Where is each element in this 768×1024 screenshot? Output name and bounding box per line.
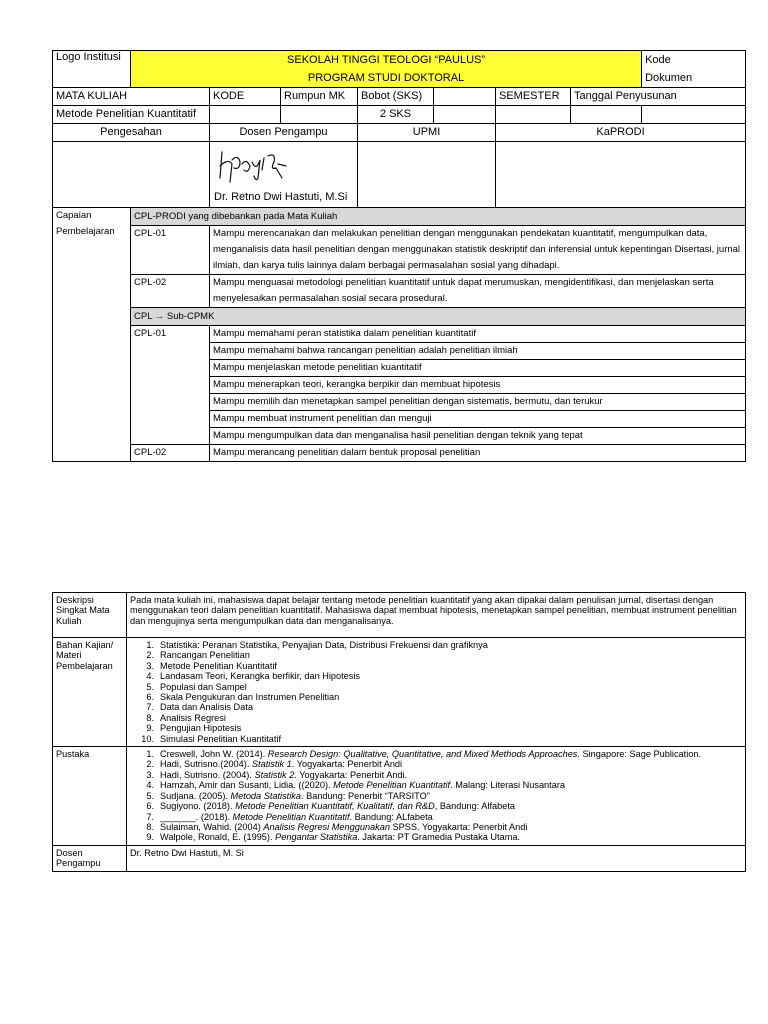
citation-title: Pengantar Statistika bbox=[275, 832, 358, 843]
citation-text: . Yogyakarta: Penerbit Andi bbox=[291, 759, 403, 770]
signature-image bbox=[216, 148, 296, 184]
rumpun-value bbox=[281, 106, 358, 124]
citation-text: Hamzah, Amir dan Susanti, Lidia. ((2020). bbox=[160, 780, 334, 791]
deskripsi-text: Pada mata kuliah ini, mahasiswa dapat belajar tentang metode penelitian kuantitatif yang akan dipakai dalam penulisan jurnal, disertasi dengan menggunakan teori dalam penelitian kuantitatif. Mahasiswa dapat membuat hipotesis, menetapkan sampel penelitian, membuat instrument penelitian dan mengujinya serta mengumpulkan data dan menganalisanya. bbox=[127, 593, 746, 638]
sub-cpmk-item: Mampu menerapkan teori, kerangka berpikir dan membuat hipotesis bbox=[210, 377, 746, 394]
bahan-item-text: Populasi dan Sampel bbox=[160, 681, 247, 692]
citation-title: Metode Penelitian Kuantitatif bbox=[333, 780, 451, 791]
bahan-item-text: Skala Pengukuran dan Instrumen Penelitian bbox=[160, 692, 340, 703]
pustaka-citation bbox=[160, 791, 430, 801]
cpl-text: Mampu menguasai metodologi penelitian kuantitatif untuk dapat merumuskan, mengidentifikasi, dan menjelaskan serta menyelesaikan permasalahan sosial secara prosedural. bbox=[210, 275, 746, 308]
cpl-code: CPL-01 bbox=[131, 226, 210, 275]
bobot-extra-header bbox=[434, 88, 496, 106]
bahan-item-text: Metode Penelitian Kuantitatif bbox=[160, 660, 277, 671]
citation-text: Sulaiman, Wahid. (2004) bbox=[160, 821, 264, 832]
list-number: 5. bbox=[146, 681, 154, 692]
sub-cpmk-item: Mampu menjelaskan metode penelitian kuantitatif bbox=[210, 360, 746, 377]
course-name: Metode Penelitian Kuantitatif bbox=[53, 106, 210, 124]
list-number: 1. bbox=[146, 640, 154, 650]
dosen-pengampu-header: Dosen Pengampu bbox=[210, 124, 358, 142]
bahan-list-cell bbox=[127, 638, 746, 747]
kaprodi-header: KaPRODI bbox=[496, 124, 746, 142]
upmi-header: UPMI bbox=[358, 124, 496, 142]
cpl-text: Mampu merencanakan dan melakukan penelitian dengan menggunakan pendekatan kuantitatif, mengumpulkan data, menganalisis data hasil penelitian dengan menggunakan statistik deskriptif dan inferensial untuk kepentingan Disertasi, jurnal ilmiah, dan karya tulis lainnya dalam berbagai permasalahan sosial yang dihadapi. bbox=[210, 226, 746, 275]
citation-text: , Bandung: Alfabeta bbox=[434, 801, 515, 812]
bahan-item bbox=[130, 702, 742, 712]
bahan-item bbox=[130, 650, 742, 660]
list-number: 4. bbox=[146, 780, 154, 791]
dosen-row-label: Dosen Pengampu bbox=[53, 845, 127, 871]
bahan-item bbox=[130, 692, 742, 702]
bahan-item-text: Statistika: Peranan Statistika, Penyajian Data, Distribusi Frekuensi dan grafiknya bbox=[160, 640, 488, 650]
pustaka-citation bbox=[160, 822, 527, 832]
list-number: 3. bbox=[146, 769, 154, 780]
sks-extra-value bbox=[434, 106, 496, 124]
citation-title: Metoda Statistika bbox=[230, 790, 301, 801]
tanggal-value-1 bbox=[571, 106, 642, 124]
list-number: 1. bbox=[146, 749, 154, 760]
kode-value bbox=[210, 106, 281, 124]
pembelajaran-label: Pembelajaran bbox=[56, 226, 115, 237]
bahan-item bbox=[130, 661, 742, 671]
sub-cpmk-item: Mampu memahami bahwa rancangan penelitian adalah penelitian ilmiah bbox=[210, 343, 746, 360]
pustaka-list bbox=[130, 749, 742, 843]
citation-text: . Yogyakarta: Penerbit Andi. bbox=[294, 769, 408, 780]
pustaka-citation bbox=[160, 759, 402, 769]
citation-text: Creswell, John W. (2014). bbox=[160, 749, 268, 760]
sub-cpl-code: CPL-02 bbox=[131, 445, 210, 462]
citation-text: Sudjana. (2005). bbox=[160, 790, 231, 801]
pengesahan-cell bbox=[53, 142, 210, 208]
capaian-label: Capaian bbox=[56, 210, 92, 221]
deskripsi-label: Deskripsi Singkat Mata Kuliah bbox=[53, 593, 127, 638]
sub-cpmk-item: Mampu memahami peran statistika dalam penelitian kuantitatif bbox=[210, 326, 746, 343]
course-identity-table bbox=[52, 50, 746, 462]
pustaka-item bbox=[130, 749, 742, 759]
institution-cell bbox=[131, 51, 642, 88]
citation-text: . Singapore: Sage Publication. bbox=[577, 749, 702, 760]
list-number: 9. bbox=[146, 832, 154, 843]
bahan-item bbox=[130, 723, 742, 733]
sub-cpmk-header: CPL → Sub-CPMK bbox=[131, 308, 746, 326]
pustaka-item bbox=[130, 832, 742, 842]
list-number: 7. bbox=[146, 811, 154, 822]
cpl-prodi-header: CPL-PRODI yang dibebankan pada Mata Kuliah bbox=[131, 208, 746, 226]
citation-text: . Malang: Literasi Nusantara bbox=[450, 780, 565, 791]
bahan-item bbox=[130, 734, 742, 744]
list-number: 3. bbox=[146, 660, 154, 671]
semester-value bbox=[496, 106, 571, 124]
list-number: 7. bbox=[146, 702, 154, 713]
list-number: 6. bbox=[146, 801, 154, 812]
sub-cpmk-item: Mampu merancang penelitian dalam bentuk proposal penelitian bbox=[210, 445, 746, 462]
citation-text: Walpole, Ronald, E. (1995). bbox=[160, 832, 276, 843]
dosen-name: Dr. Retno Dwi Hastuti, M.Si bbox=[214, 191, 348, 203]
kode-header: KODE bbox=[210, 88, 281, 106]
logo-cell bbox=[53, 51, 131, 88]
list-number: 8. bbox=[146, 712, 154, 723]
pustaka-list-cell bbox=[127, 747, 746, 846]
citation-title: Metode Penelitian Kuantitatif bbox=[232, 811, 350, 822]
citation-title: Research Design: Qualitative, Quantitative, and Mixed Methods Approaches bbox=[267, 749, 578, 760]
kaprodi-cell bbox=[496, 142, 746, 208]
dokumen-label: Dokumen bbox=[645, 72, 693, 84]
citation-text: . Jakarta: PT Gramedia Pustaka Utama. bbox=[357, 832, 521, 843]
list-number: 9. bbox=[146, 723, 154, 734]
dosen-row-value: Dr. Retno Dwi Hastuti, M. Si bbox=[127, 845, 746, 871]
citation-text: SPSS. Yogyakarta: Penerbit Andi bbox=[389, 821, 528, 832]
bahan-item bbox=[130, 713, 742, 723]
kode-label: Kode bbox=[645, 54, 671, 66]
bahan-item-text: Data dan Analisis Data bbox=[160, 702, 253, 713]
tanggal-value-2 bbox=[642, 106, 746, 124]
bahan-label: Bahan Kajian/ Materi Pembelajaran bbox=[53, 638, 127, 747]
bahan-item-text: Rancangan Penelitian bbox=[160, 650, 250, 661]
rumpun-header: Rumpun MK bbox=[281, 88, 358, 106]
citation-title: Metode Penelitian Kuantitatif, Kualitatif, dan R&D bbox=[235, 801, 435, 812]
bahan-item-text: Landasam Teori, Kerangka berfikir, dan Hipotesis bbox=[160, 671, 361, 682]
pustaka-item bbox=[130, 770, 742, 780]
citation-text: . Bandung: Penerbit “TARSITO” bbox=[300, 790, 430, 801]
citation-text: Hadi, Sutrisno. (2004). bbox=[160, 769, 255, 780]
pustaka-citation bbox=[160, 812, 433, 822]
document-code-cell bbox=[642, 51, 746, 88]
pustaka-citation bbox=[160, 749, 701, 759]
pustaka-citation bbox=[160, 832, 520, 842]
bahan-item-text: Analisis Regresi bbox=[160, 712, 226, 723]
citation-title: Analisis Regresi Menggunakan bbox=[263, 821, 390, 832]
citation-text: _______. (2018). bbox=[160, 811, 233, 822]
dosen-signature-cell bbox=[210, 142, 358, 208]
pustaka-item bbox=[130, 791, 742, 801]
list-number: 6. bbox=[146, 692, 154, 703]
list-number: 2. bbox=[146, 759, 154, 770]
logo-label: Logo Institusi bbox=[56, 51, 121, 63]
bobot-header: Bobot (SKS) bbox=[358, 88, 434, 106]
pustaka-citation bbox=[160, 780, 565, 790]
program-name: PROGRAM STUDI DOKTORAL bbox=[307, 72, 465, 84]
sub-cpl-code: CPL-01 bbox=[131, 326, 210, 445]
bahan-item bbox=[130, 682, 742, 692]
pustaka-item bbox=[130, 812, 742, 822]
citation-text: Sugiyono. (2018). bbox=[160, 801, 236, 812]
list-number: 5. bbox=[146, 790, 154, 801]
bahan-item bbox=[130, 640, 742, 650]
citation-text: . Bandung: ALfabeta bbox=[349, 811, 433, 822]
pustaka-item bbox=[130, 822, 742, 832]
sks-value: 2 SKS bbox=[358, 106, 434, 124]
bahan-list bbox=[130, 640, 742, 744]
pustaka-item bbox=[130, 759, 742, 769]
citation-title: Statistik 1 bbox=[251, 759, 292, 770]
upmi-cell bbox=[358, 142, 496, 208]
institution-name: SEKOLAH TINGGI TEOLOGI “PAULUS” bbox=[287, 54, 486, 66]
sub-cpmk-item: Mampu mengumpulkan data dan menganalisa hasil penelitian dengan teknik yang tepat bbox=[210, 428, 746, 445]
sub-cpmk-item: Mampu membuat instrument penelitian dan menguji bbox=[210, 411, 746, 428]
cpl-code: CPL-02 bbox=[131, 275, 210, 308]
pustaka-citation bbox=[160, 770, 407, 780]
pustaka-label: Pustaka bbox=[53, 747, 127, 846]
sub-cpmk-item: Mampu memilih dan menetapkan sampel penelitian dengan sistematis, bermutu, dan terukur bbox=[210, 394, 746, 411]
list-number: 4. bbox=[146, 671, 154, 682]
list-number: 2. bbox=[146, 650, 154, 661]
pengesahan-header: Pengesahan bbox=[53, 124, 210, 142]
bahan-item-text: Simulasi Penelitian Kuantitatif bbox=[160, 733, 282, 744]
mata-kuliah-header: MATA KULIAH bbox=[53, 88, 210, 106]
semester-header: SEMESTER bbox=[496, 88, 571, 106]
capaian-label-cell bbox=[53, 208, 131, 462]
list-number: 8. bbox=[146, 821, 154, 832]
course-description-table bbox=[52, 592, 746, 872]
pustaka-citation bbox=[160, 801, 515, 811]
pustaka-item bbox=[130, 780, 742, 790]
tanggal-header: Tanggal Penyusunan bbox=[571, 88, 746, 106]
bahan-item bbox=[130, 671, 742, 681]
list-number: 10. bbox=[141, 733, 154, 744]
bahan-item-text: Pengujian Hipotesis bbox=[160, 723, 242, 734]
pustaka-item bbox=[130, 801, 742, 811]
citation-title: Statistik 2 bbox=[254, 769, 295, 780]
citation-text: Hadi, Sutrisno.(2004). bbox=[160, 759, 252, 770]
